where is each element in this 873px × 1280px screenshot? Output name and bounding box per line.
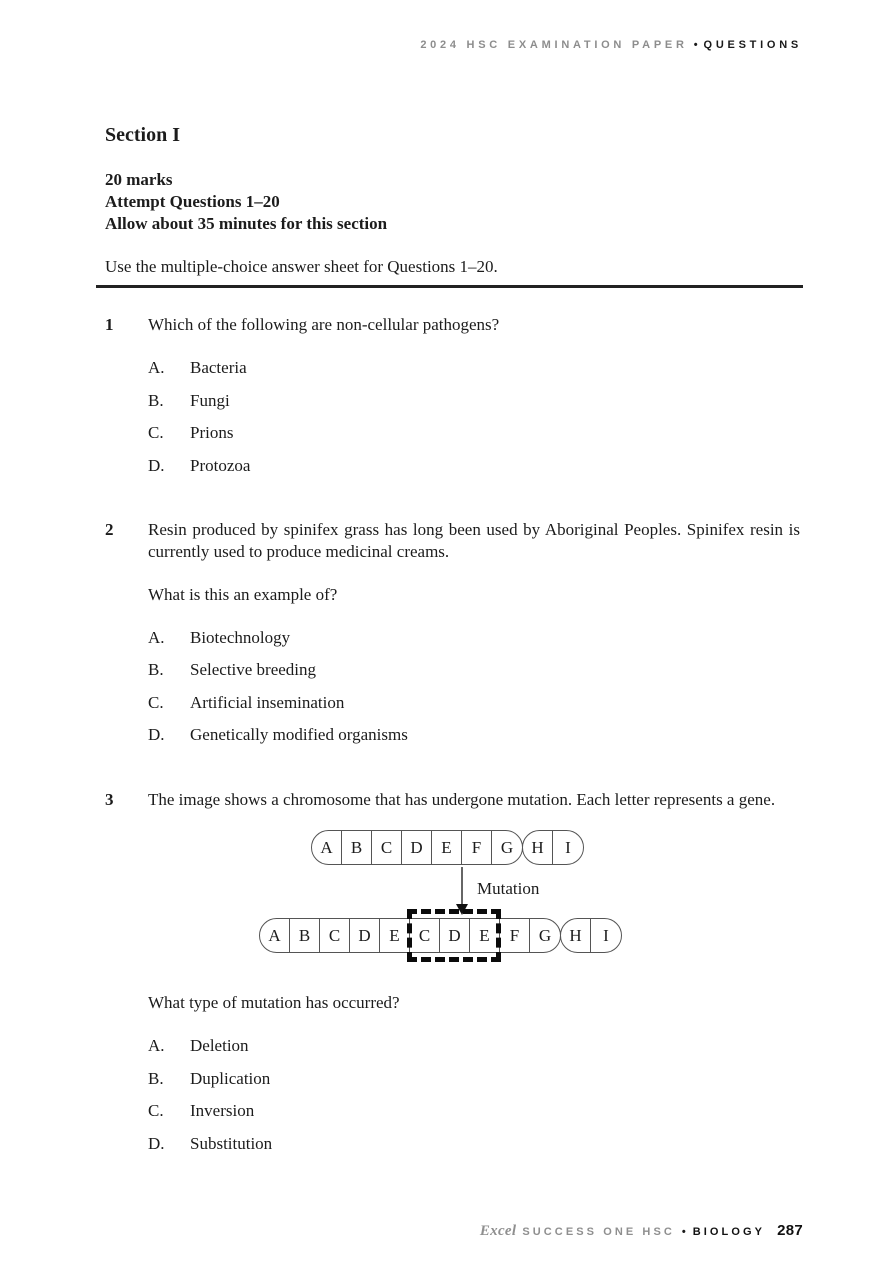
gene-cell: C	[372, 831, 402, 864]
option-text: Inversion	[190, 1101, 255, 1120]
option-letter: C.	[148, 423, 164, 442]
gene-cell: H	[523, 831, 553, 864]
option-text: Artificial insemination	[190, 692, 345, 712]
gene-cell: F	[462, 831, 492, 864]
question-number: 1	[105, 315, 114, 334]
option-a	[148, 1035, 800, 1057]
gene-cell: E	[432, 831, 462, 864]
section-attempt: Attempt Questions 1–20	[105, 192, 280, 211]
option-text: Bacteria	[190, 358, 247, 377]
option-letter: A.	[148, 627, 165, 647]
gene-cell: I	[603, 926, 609, 945]
footer-series-title: SUCCESS ONE HSC	[522, 1226, 675, 1238]
option-letter: B.	[148, 1068, 164, 1088]
question-body	[148, 314, 800, 477]
section-time-allowance: Allow about 35 minutes for this section	[105, 214, 388, 233]
question-3	[105, 789, 800, 1155]
footer-subject: BIOLOGY	[692, 1226, 766, 1238]
mutation-arrow-row	[259, 865, 636, 918]
gene-cell: I	[565, 838, 571, 857]
section-title: Section I	[105, 124, 180, 146]
question-text: Resin produced by spinifex grass has long been used by Aboriginal Peoples. Spinifex resin is currently used to produce medicinal creams.	[148, 519, 800, 561]
chromosome-arm	[522, 830, 584, 865]
option-b	[148, 1068, 800, 1090]
options-list	[148, 357, 800, 477]
option-a	[148, 627, 800, 649]
chromosome-arm	[311, 830, 523, 865]
option-letter: A.	[148, 358, 165, 377]
duplicated-segment	[410, 919, 500, 952]
question-text: The image shows a chromosome that has undergone mutation. Each letter represents a gene.	[148, 790, 776, 809]
gene-cell: G	[538, 926, 552, 945]
chromosome-arm	[259, 918, 561, 953]
section-marks: 20 marks	[105, 170, 173, 189]
option-letter: B.	[148, 660, 164, 679]
option-text: Substitution	[190, 1133, 273, 1153]
gene-cell: B	[290, 919, 320, 952]
question-number: 3	[105, 790, 114, 809]
chromosome-mutation-diagram	[259, 830, 636, 953]
gene-cell: A	[260, 919, 290, 952]
option-c	[148, 692, 800, 714]
question-body	[148, 789, 800, 1155]
gene-cell: C	[410, 919, 440, 952]
option-b	[148, 659, 800, 681]
gene-cell: D	[402, 831, 432, 864]
option-text: Deletion	[190, 1036, 249, 1055]
gene-cell: F	[500, 919, 530, 952]
option-letter: D.	[148, 725, 165, 744]
gene-cell: A	[312, 831, 342, 864]
answer-sheet-instruction: Use the multiple-choice answer sheet for Questions 1–20.	[105, 257, 498, 276]
option-letter: D.	[148, 455, 165, 475]
option-c	[148, 1100, 800, 1122]
question-prompt: What is this an example of?	[148, 584, 338, 604]
gene-cell: D	[350, 919, 380, 952]
option-text: Duplication	[190, 1068, 271, 1088]
section-divider-rule	[96, 285, 803, 288]
chromosome-before-mutation	[311, 830, 584, 865]
question-number: 2	[105, 519, 114, 539]
option-letter: C.	[148, 692, 164, 712]
header-section-label: QUESTIONS	[703, 39, 802, 51]
gene-cell: C	[320, 919, 350, 952]
option-letter: C.	[148, 1101, 164, 1120]
down-arrow-icon	[455, 867, 469, 915]
option-letter: D.	[148, 1133, 165, 1153]
option-text: Fungi	[190, 390, 230, 410]
option-a	[148, 357, 800, 379]
page-footer	[480, 1222, 803, 1240]
question-1	[105, 314, 800, 477]
gene-cell: G	[500, 838, 514, 857]
question-2	[105, 519, 800, 747]
section-directions	[105, 169, 800, 235]
options-list	[148, 627, 800, 747]
gene-cell: E	[380, 919, 410, 952]
question-prompt: What type of mutation has occurred?	[148, 993, 400, 1012]
option-text: Prions	[190, 423, 234, 442]
excel-brand-logo: Excel	[479, 1223, 517, 1239]
chromosome-arm	[560, 918, 622, 953]
options-list	[148, 1035, 800, 1155]
option-letter: B.	[148, 390, 164, 410]
mutation-label: Mutation	[477, 879, 540, 898]
gene-cell: B	[342, 831, 372, 864]
option-d	[148, 455, 800, 477]
option-text: Genetically modified organisms	[190, 725, 408, 744]
option-b	[148, 390, 800, 412]
arrow-shaft	[461, 867, 463, 904]
header-paper-title: 2024 HSC EXAMINATION PAPER	[420, 39, 688, 51]
question-text: Which of the following are non-cellular pathogens?	[148, 315, 500, 334]
option-d	[148, 1133, 800, 1155]
gene-cell: D	[440, 919, 470, 952]
option-c	[148, 422, 800, 444]
header-separator-dot: •	[693, 39, 698, 51]
page-content	[105, 0, 800, 1155]
option-text: Biotechnology	[190, 627, 291, 647]
gene-cell: E	[470, 919, 500, 952]
option-text: Selective breeding	[190, 660, 317, 679]
option-d	[148, 724, 800, 746]
footer-separator-dot: •	[681, 1226, 686, 1238]
arrow-head	[456, 904, 468, 915]
question-body	[148, 519, 800, 747]
option-letter: A.	[148, 1036, 165, 1055]
chromosome-after-mutation	[259, 918, 622, 953]
option-text: Protozoa	[190, 455, 251, 475]
gene-cell: H	[561, 919, 591, 952]
page-number: 287	[777, 1222, 803, 1239]
